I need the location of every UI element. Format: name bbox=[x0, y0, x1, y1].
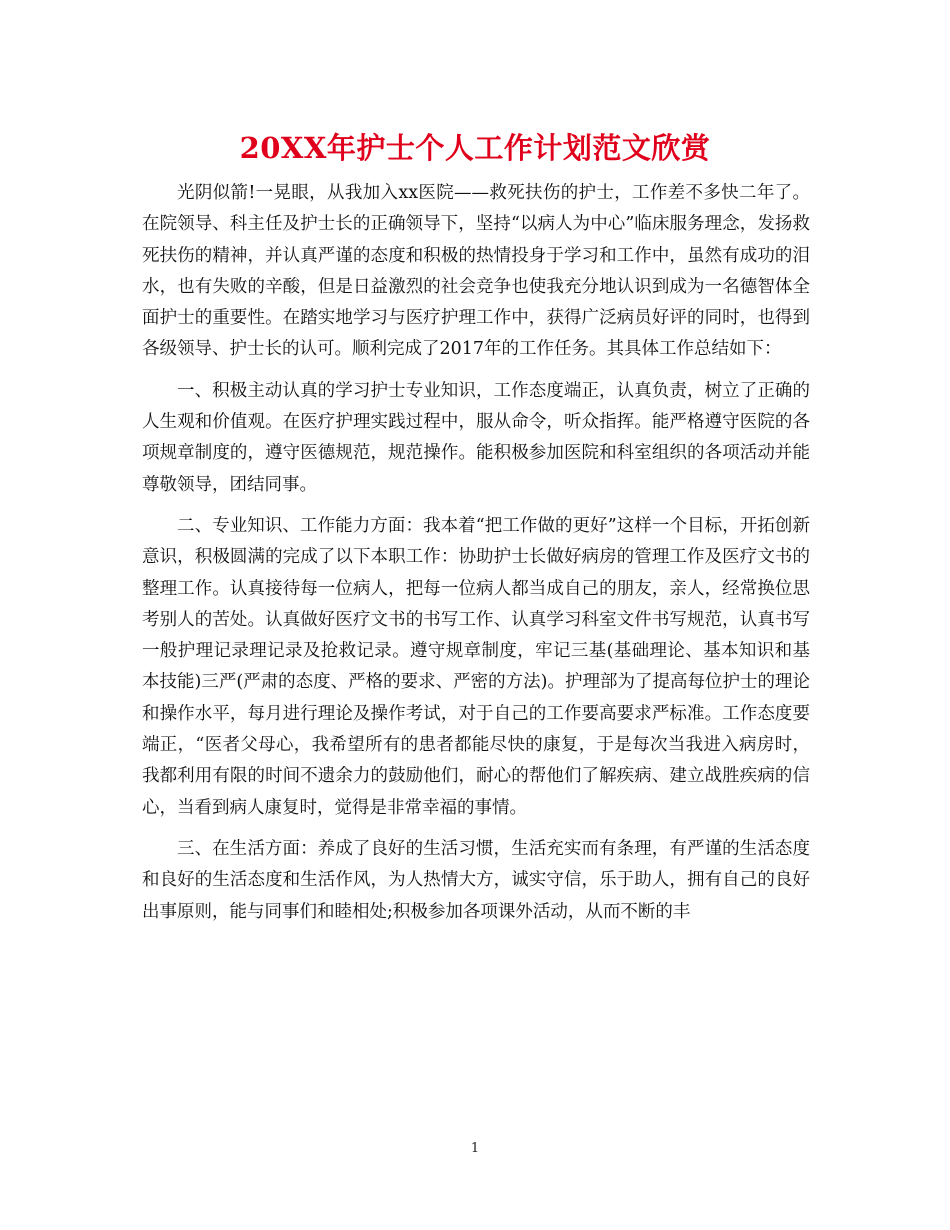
document-body bbox=[142, 178, 810, 928]
page-number: 1 bbox=[470, 1141, 480, 1156]
paragraph-section-2: 二、专业知识、工作能力方面：我本着“把工作做的更好”这样一个目标，开拓创新意识，积极圆满的完成了以下本职工作：协助护士长做好病房的管理工作及医疗文书的整理工作。认真接待每一位病人，把每一位病人都当成自己的朋友，亲人，经常换位思考别人的苦处。认真做好医疗文书的书写工作、认真学习科室文件书写规范，认真书写一般护理记录理记录及抢救记录。遵守规章制度，牢记三基(基础理论、基本知识和基本技能)三严(严肃的态度、严格的要求、严密的方法)。护理部为了提高每位护士的理论和操作水平，每月进行理论及操作考试，对于自己的工作要高要求严标准。工作态度要端正，“医者父母心，我希望所有的患者都能尽快的康复，于是每次当我进入病房时，我都利用有限的时间不遗余力的鼓励他们，耐心的帮他们了解疾病、建立战胜疾病的信心，当看到病人康复时，觉得是非常幸福的事情。 bbox=[142, 515, 810, 818]
paragraph-section-1: 一、积极主动认真的学习护士专业知识，工作态度端正，认真负责，树立了正确的人生观和价值观。在医疗护理实践过程中，服从命令，听众指挥。能严格遵守医院的各项规章制度的，遵守医德规范，规范操作。能积极参加医院和科室组织的各项活动并能尊敬领导，团结同事。 bbox=[142, 380, 810, 495]
document-title: 20XX年护士个人工作计划范文欣赏 bbox=[239, 131, 711, 165]
paragraph-intro: 光阴似箭!一晃眼，从我加入xx医院——救死扶伤的护士，工作差不多快二年了。在院领导、科主任及护士长的正确领导下，坚持“以病人为中心”临床服务理念，发扬救死扶伤的精神，并认真严谨的态度和积极的热情投身于学习和工作中，虽然有成功的泪水，也有失败的辛酸，但是日益激烈的社会竞争也使我充分地认识到成为一名德智体全面护士的重要性。在踏实地学习与医疗护理工作中，获得广泛病员好评的同时，也得到各级领导、护士长的认可。顺利完成了2017年的工作任务。其具体工作总结如下： bbox=[142, 183, 810, 360]
paragraph-section-3: 三、在生活方面：养成了良好的生活习惯，生活充实而有条理，有严谨的生活态度和良好的生活态度和生活作风，为人热情大方，诚实守信，乐于助人，拥有自己的良好出事原则，能与同事们和睦相处;积极参加各项课外活动，从而不断的丰 bbox=[142, 838, 810, 922]
